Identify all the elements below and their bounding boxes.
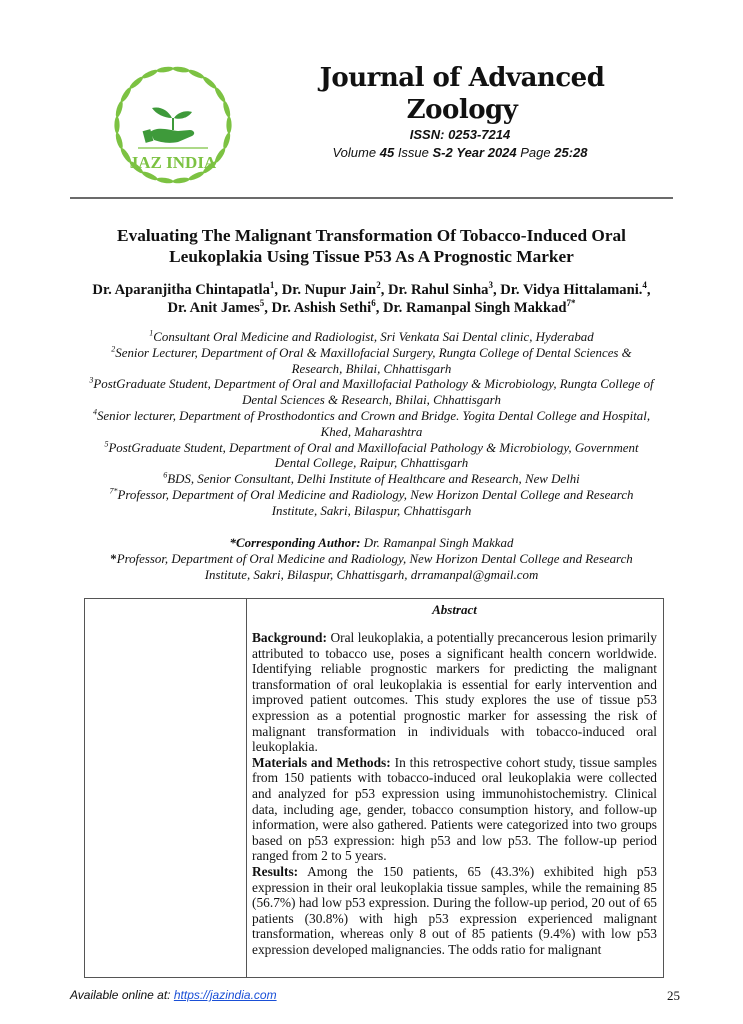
affiliation-line [68,362,675,378]
affiliation-marker: 2 [111,344,116,354]
hand-with-plant-icon [143,107,195,142]
affiliation-line [68,456,675,472]
affiliation-text: Senior Lecturer, Department of Oral & Maxillofacial Surgery, Rungta College of Dental Sciences & [115,345,632,360]
abstract-box [84,598,664,978]
journal-header [270,62,650,161]
author-affiliation-marker: 1 [269,280,275,291]
author-name: Dr. Vidya Hittalamani. [500,282,643,298]
affiliation-text: PostGraduate Student, Department of Oral and Maxillofacial Pathology & Microbiology, Government [108,440,639,455]
author-separator: , [274,282,282,298]
affiliation-text: Dental College, Raipur, Chhattisgarh [274,456,469,471]
volume-value: 45 [379,145,395,160]
journal-logo [108,60,238,190]
affiliation-line [68,330,675,346]
corresponding-label: *Corresponding Author: [229,536,361,550]
author-affiliation-marker: 2 [376,280,381,291]
affiliation-marker: 5 [104,439,109,449]
affiliation-line [68,409,675,425]
ring-leaf [226,117,231,134]
corresponding-author [70,536,673,583]
issue-label: Issue [397,145,429,160]
ring-leaf [222,100,232,118]
affiliation-text: BDS, Senior Consultant, Delhi Institute of Healthcare and Research, New Delhi [167,472,580,487]
author-name: Dr. Anit James [167,300,260,316]
abstract-section [252,755,657,864]
affiliation-text: Professor, Department of Oral Medicine and Radiology, New Horizon Dental College and Research [117,487,634,502]
corresponding-author-line [70,536,673,552]
journal-title: Journal of Advanced Zoology [319,63,605,125]
ring-leaf [156,66,174,74]
author-separator: , [375,300,383,316]
article-title [70,225,673,267]
ring-leaf [172,66,190,74]
page-range: 25:28 [554,145,588,160]
abstract-section-label: Materials and Methods: [252,754,391,770]
affiliation-text: Dental Sciences & Research, Bhilai, Chhattisgarh [242,393,501,408]
page-number: 25 [667,988,680,1003]
author-line [70,281,673,299]
author-separator: , [646,282,651,298]
ring-leaf [172,177,190,185]
abstract-section [252,630,657,755]
affiliation-marker: 3 [89,376,94,386]
ring-leaf [114,132,124,150]
abstract-section-label: Results: [252,863,299,879]
affiliation-text: Research, Bhilai, Chhattisgarh [291,361,452,376]
abstract-section-text: Oral leukoplakia, a potentially precancerous lesion primarily attributed to tobacco use, poses a significant health concern worldwide. Identifying reliable prognostic markers for predicting the malignant transformation of oral leukoplakia is essential for early intervention and improved patient outcomes. This study explores the use of tissue p53 expression as a potential prognostic marker for assessing the risk of malignant transformation in individuals with tobacco-induced oral leukoplakia. [252,630,657,755]
page-footer [70,988,680,1006]
author-affiliation-marker: 5 [259,298,265,309]
affiliation-line [68,346,675,362]
author-separator: , [380,282,388,298]
author-name: Dr. Ashish Sethi [271,300,372,316]
ring-leaf [141,68,159,80]
affiliation-text: Senior lecturer, Department of Prosthodontics and Crown and Bridge. Yogita Dental College and Hospital, [96,408,651,423]
footer-availability [70,988,277,1002]
page-label: Page [520,145,551,160]
affiliation-text: PostGraduate Student, Department of Oral and Maxillofacial Pathology & Microbiology, Rungta College of [93,377,654,392]
affiliation-line [68,441,675,457]
author-name: Dr. Ramanpal Singh Makkad [382,300,567,316]
affiliation-text: Institute, Sakri, Bilaspur, Chhattisgarh [271,503,472,518]
volume-label: Volume [332,145,377,160]
author-separator: , [492,282,501,298]
corresponding-affiliation-line: Institute, Sakri, Bilaspur, Chhattisgarh, drramanpal@gmail.com [204,567,539,582]
affiliation-marker: 4 [92,407,97,417]
issue-value: S-2 [432,145,453,160]
affiliation-line [68,377,675,393]
journal-website-link[interactable]: https://jazindia.com [173,988,277,1002]
abstract-left-column [85,599,247,977]
footer-available-label: Available online at: [70,988,174,1002]
jaz-india-logo-icon [108,60,238,190]
affiliation-line [68,488,675,504]
year-value: 2024 [487,145,517,160]
abstract-content [252,599,657,957]
affiliation-text: Consultant Oral Medicine and Radiologist, Sri Venkata Sai Dental clinic, Hyderabad [153,330,594,344]
author-name: Dr. Nupur Jain [281,282,377,298]
affiliation-line [68,504,675,520]
author-affiliation-marker: 7* [566,298,576,309]
corresponding-affiliation-line: Professor, Department of Oral Medicine and Radiology, New Horizon Dental College and Research [116,551,633,566]
volume-line [270,144,650,161]
affiliation-marker: 1 [149,328,154,338]
abstract-heading: Abstract [432,602,477,617]
affiliation-marker: 6 [163,470,168,480]
ring-leaf [114,100,124,118]
abstract-sections [252,630,657,957]
ring-leaf [114,117,119,134]
abstract-section [252,864,657,958]
abstract-section-text: Among the 150 patients, 65 (43.3%) exhibited high p53 expression in their oral leukoplakia tissue samples, while the remaining 85 (56.7%) had low p53 expression. During the follow-up period, 20 out of 65 patients (30.8%) with high p53 expression experienced malignant transformation, whereas only 8 out of 85 patients (9.4%) with low p53 expression developed malignancies. The odds ratio for malignant [252,863,657,957]
title-line: Evaluating The Malignant Transformation Of Tobacco-Induced Oral [117,226,626,245]
issn-line [270,126,650,144]
corresponding-name: Dr. Ramanpal Singh Makkad [363,536,514,550]
author-name: Dr. Rahul Sinha [387,282,489,298]
logo-text: JAZ INDIA [129,153,217,172]
title-line: Leukoplakia Using Tissue P53 As A Prognostic Marker [169,247,574,266]
corresponding-affiliation [70,552,673,568]
ring-leaf [222,132,232,150]
header-divider [70,197,673,199]
affiliation-line [68,472,675,488]
author-affiliation-marker: 4 [642,280,647,291]
affiliation-line [68,393,675,409]
ring-leaf [213,86,227,103]
affiliation-text: Khed, Maharashtra [320,424,423,439]
author-name: Dr. Aparanjitha Chintapatla [92,282,270,298]
author-list [70,281,673,317]
author-line [70,299,673,317]
affiliation-line [68,425,675,441]
ring-leaf [119,86,133,103]
abstract-section-label: Background: [252,630,327,645]
ring-leaf [187,68,205,80]
author-affiliation-marker: 3 [488,280,493,291]
affiliation-marker: 7* [109,486,118,496]
year-label: Year [456,145,485,160]
issn-value: 0253-7214 [448,127,511,142]
abstract-section-text: In this retrospective cohort study, tissue samples from 150 patients with tobacco-induced oral leukoplakia were collected and analyzed for p53 expression using immunohistochemistry. Clinical data, including age, gender, tobacco consumption history, and follow-up information, were also gathered. Patients were categorized into two groups based on p53 expression: high p53 and low p53. The follow-up period ranged from 2 to 5 years. [252,754,657,864]
author-separator: , [264,300,272,316]
corresponding-star: * [110,551,117,566]
author-affiliation-marker: 6 [371,298,376,309]
ring-leaf [156,177,174,185]
issn-label: ISSN: [409,127,445,142]
affiliation-list [68,330,675,520]
